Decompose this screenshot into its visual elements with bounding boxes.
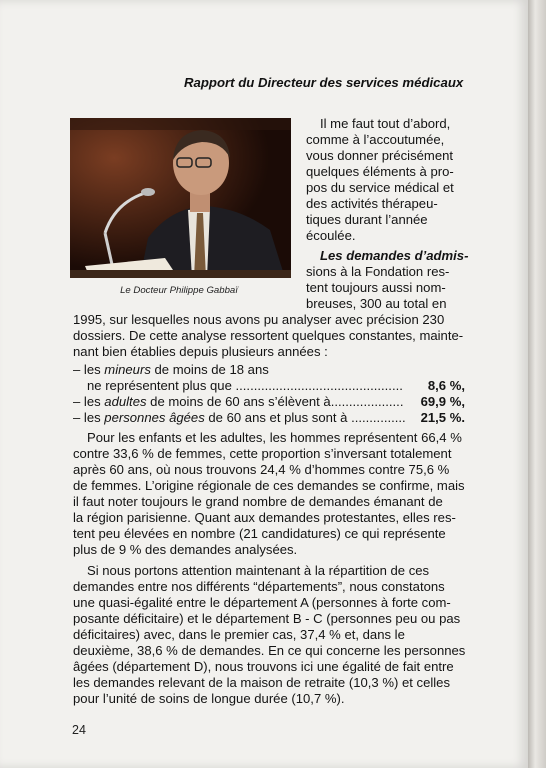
para-line: pour l’unité de soins de longue durée (10,7 %). xyxy=(73,691,345,706)
para-line: 1995, sur lesquelles nous avons pu analyser avec précision 230 xyxy=(73,312,445,327)
departments-paragraph xyxy=(73,563,465,707)
binding-gutter xyxy=(528,0,546,768)
list-rest: de moins de 60 ans s’élèvent à xyxy=(146,394,331,409)
admissions-paragraph-start xyxy=(306,248,469,312)
para-line: âgées (département D), nous trouvons ici une égalité de fait entre xyxy=(73,659,454,674)
para-line: les demandes relevant de la maison de retraite (10,3 %) et celles xyxy=(73,675,451,690)
list-item xyxy=(73,410,465,426)
intro-line xyxy=(306,132,464,148)
intro-line: tiques durant l’année xyxy=(306,212,428,227)
para-line: il faut noter toujours le grand nombre de demandes émanant de xyxy=(73,494,443,509)
list-lead-wrap xyxy=(73,410,406,426)
emphasis-text: Les demandes d’admis- xyxy=(320,248,469,263)
para-line: plus de 9 % des demandes analysées. xyxy=(73,542,298,557)
para-line: Si nous portons attention maintenant à la répartition de ces xyxy=(87,563,430,578)
list-value: 8,6 %, xyxy=(427,378,465,393)
gender-paragraph xyxy=(73,430,465,558)
para-line: nant bien établies depuis plusieurs années : xyxy=(73,344,328,359)
age-breakdown-list xyxy=(73,362,465,426)
list-item xyxy=(73,378,465,394)
list-lead-wrap xyxy=(73,394,403,410)
intro-line: Il me faut tout d’abord, xyxy=(320,116,451,131)
para-line: après 60 ans, où nous trouvons 24,4 % d’hommes contre 75,6 % xyxy=(73,462,450,477)
para-line: tent toujours aussi nom- xyxy=(306,280,446,295)
list-emphasis: personnes âgées xyxy=(104,410,205,425)
intro-line: écoulée. xyxy=(306,228,356,243)
list-item xyxy=(73,394,465,410)
para-line: dossiers. De cette analyse ressortent quelques constantes, mainte- xyxy=(73,328,464,343)
dot-leader: ............... xyxy=(347,410,406,425)
list-emphasis: mineurs xyxy=(104,362,151,377)
para-line: une quasi-égalité entre le département A (personnes à forte com- xyxy=(73,595,451,610)
list-rest: de 60 ans et plus sont à xyxy=(204,410,348,425)
intro-line: vous donner précisément xyxy=(306,148,454,163)
para-line: de femmes. L’origine régionale de ces demandes se confirme, mais xyxy=(73,478,465,493)
para-line: déficitaires) avec, dans le premier cas, 37,4 % et, dans le xyxy=(73,627,405,642)
portrait-photo xyxy=(70,118,291,278)
para-line: Pour les enfants et les adultes, les hommes représentent 66,4 % xyxy=(87,430,462,445)
admissions-paragraph-cont xyxy=(73,312,465,360)
list-emphasis: adultes xyxy=(104,394,147,409)
para-line: posante déficitaire) et le département B - C (personnes peu ou pas xyxy=(73,611,461,626)
list-item xyxy=(73,362,465,378)
intro-paragraph xyxy=(306,116,464,244)
section-title: Rapport du Directeur des services médicaux xyxy=(184,75,464,90)
page-number: 24 xyxy=(72,723,86,737)
para-line: deuxième, 38,6 % de demandes. En ce qui concerne les personnes xyxy=(73,643,466,658)
intro-line: pos du service médical et xyxy=(306,180,454,195)
list-lead: – les xyxy=(73,362,105,377)
intro-line: des activités thérapeu- xyxy=(306,196,438,211)
para-line: sions à la Fondation res- xyxy=(306,264,450,279)
para-line: la région parisienne. Quant aux demandes protestantes, elles res- xyxy=(73,510,456,525)
list-value: 21,5 %. xyxy=(420,410,465,425)
dot-leader: .................... xyxy=(330,394,404,409)
list-rest: de moins de 18 ans xyxy=(150,362,269,377)
dot-leader: .............................................. xyxy=(231,378,403,393)
para-line xyxy=(306,248,469,264)
list-lead: – les xyxy=(73,410,105,425)
list-lead: – les xyxy=(73,394,105,409)
photo-caption: Le Docteur Philippe Gabbaï xyxy=(120,285,238,296)
para-line: breuses, 300 au total en xyxy=(306,296,447,311)
list-lead: ne représentent plus que xyxy=(87,378,232,393)
para-line: contre 33,6 % de femmes, cette proportion s’inversant totalement xyxy=(73,446,452,461)
list-lead-wrap xyxy=(87,378,403,394)
intro-line: quelques éléments à pro- xyxy=(306,164,454,179)
list-value: 69,9 %, xyxy=(420,394,465,409)
speaker-illustration xyxy=(70,118,291,278)
intro-line-text: comme à l’accoutumée, xyxy=(306,132,445,147)
para-line: tent peu élevées en nombre (21 candidatures) ce qui représente xyxy=(73,526,446,541)
para-line: demandes entre nos différents “départements”, nous constatons xyxy=(73,579,445,594)
